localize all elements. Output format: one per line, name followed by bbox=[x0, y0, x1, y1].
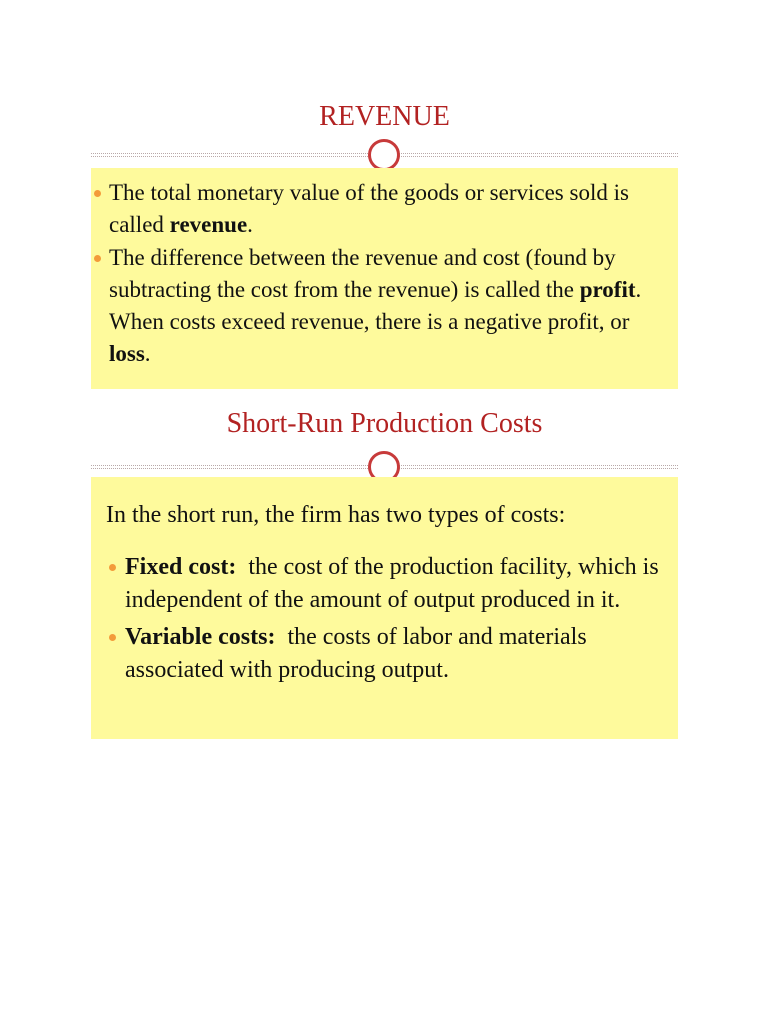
bullet-profit-definition bbox=[109, 242, 669, 370]
slide-short-run-costs bbox=[91, 389, 678, 739]
slide-title: REVENUE bbox=[319, 101, 450, 132]
slide-revenue bbox=[91, 86, 678, 389]
bullet-text-end: . bbox=[144, 341, 151, 366]
divider-circle-icon bbox=[368, 139, 400, 171]
bullet-dot-icon bbox=[109, 564, 116, 571]
bullet-dot-icon bbox=[94, 190, 101, 197]
bullet-dot-icon bbox=[109, 634, 116, 641]
bullet-text: the costs of labor and materials associated with producing output. bbox=[125, 624, 593, 683]
slide-title: Short-Run Production Costs bbox=[226, 408, 543, 439]
bullet-revenue-definition bbox=[109, 177, 669, 241]
term-revenue: revenue bbox=[169, 212, 248, 237]
bullet-dot-icon bbox=[94, 255, 101, 262]
intro-text: In the short run, the firm has two types of costs: bbox=[106, 502, 566, 528]
bullet-text: the cost of the production facility, which is independent of the amount of output produced in it. bbox=[125, 554, 665, 613]
bullet-text: The difference between the revenue and cost (found by subtracting the cost from the revenue) is called the bbox=[109, 245, 616, 302]
bullet-text-end: . bbox=[247, 212, 253, 237]
term-profit: profit bbox=[579, 277, 636, 302]
term-fixed-cost: Fixed cost: bbox=[125, 554, 237, 580]
slide-body bbox=[91, 477, 678, 739]
term-variable-costs: Variable costs: bbox=[125, 624, 276, 650]
bullet-variable-costs bbox=[125, 621, 673, 687]
slide-body bbox=[91, 168, 678, 389]
bullet-text-middle: . When costs exceed revenue, there is a negative profit, or bbox=[109, 277, 642, 334]
bullet-list bbox=[125, 551, 673, 687]
term-loss: loss bbox=[109, 341, 145, 366]
bullet-fixed-cost bbox=[125, 551, 673, 617]
bullet-list bbox=[109, 177, 669, 370]
bullet-text: The total monetary value of the goods or services sold is called bbox=[109, 180, 629, 237]
